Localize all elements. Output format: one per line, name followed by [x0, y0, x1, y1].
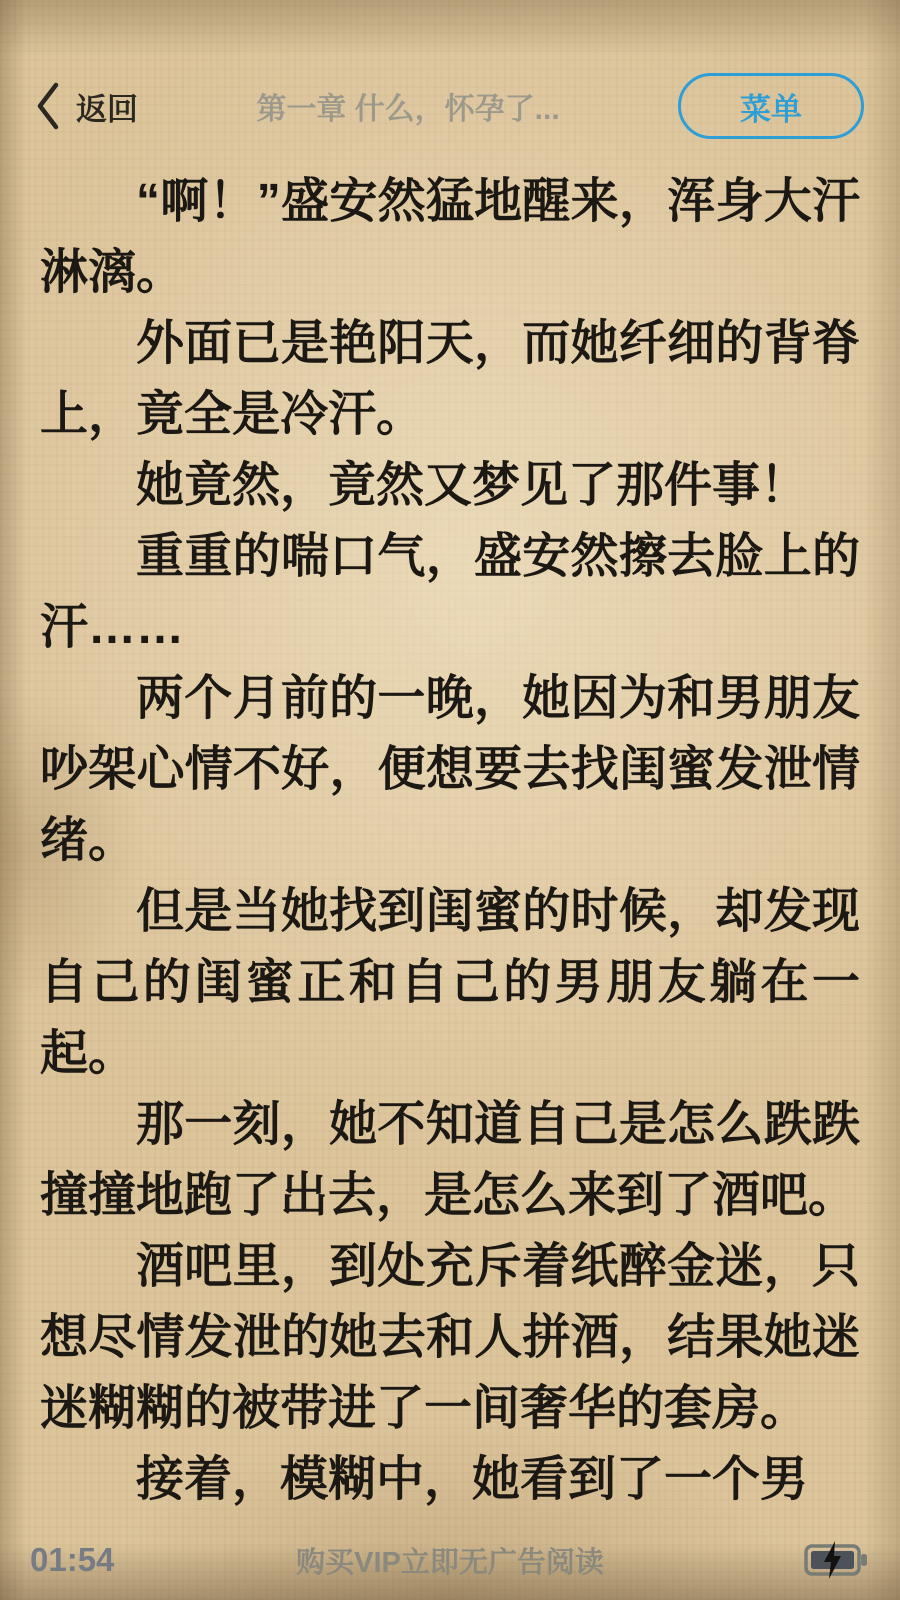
paragraph: 她竟然，竟然又梦见了那件事！ — [136, 459, 809, 512]
back-button[interactable] — [36, 81, 138, 131]
back-label: 返回 — [76, 91, 138, 127]
paragraph: 两个月前的一晚，她因为和男朋友吵架心情不好，便想要去找闺蜜发泄情绪。 — [40, 672, 860, 867]
menu-button-label: 菜单 — [740, 91, 802, 127]
paragraph: 外面已是艳阳天，而她纤细的背脊上，竟全是冷汗。 — [40, 317, 860, 441]
paragraph: 但是当她找到闺蜜的时候，却发现自己的闺蜜正和自己的男朋友躺在一起。 — [40, 885, 860, 1080]
paragraph: “啊！”盛安然猛地醒来，浑身大汗淋漓。 — [40, 175, 860, 299]
paragraph: 那一刻，她不知道自己是怎么跌跌撞撞地跑了出去，是怎么来到了酒吧。 — [40, 1098, 860, 1222]
chevron-left-icon — [36, 81, 60, 131]
footer-bar — [0, 1526, 900, 1600]
navbar — [0, 66, 900, 146]
paragraph: 酒吧里，到处充斥着纸醉金迷，只想尽情发泄的她去和人拼酒，结果她迷迷糊糊的被带进了一间奢华的套房。 — [40, 1240, 860, 1435]
menu-button[interactable] — [678, 73, 864, 139]
paragraph: 重重的喘口气，盛安然擦去脸上的汗…… — [40, 530, 860, 654]
paragraph: 接着，模糊中，她看到了一个男 — [136, 1453, 809, 1506]
chapter-title: 第一章 什么，怀孕了... — [256, 93, 560, 126]
vip-ad-banner[interactable]: 购买VIP立即无广告阅读 — [296, 1546, 604, 1579]
reading-area[interactable] — [40, 166, 860, 1520]
clock: 01:54 — [30, 1541, 115, 1578]
